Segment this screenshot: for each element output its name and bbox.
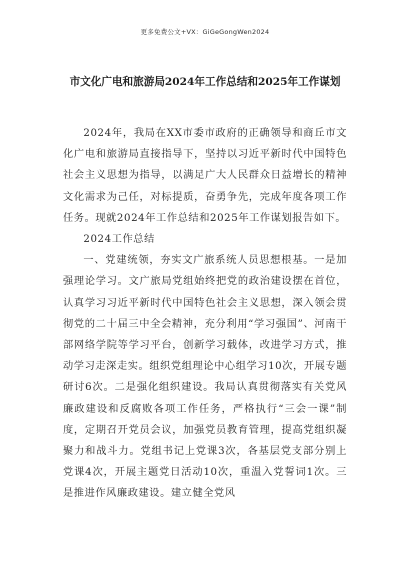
document-body	[63, 123, 347, 505]
document-title: 市文化广电和旅游局2024年工作总结和2025年工作谋划	[69, 76, 341, 88]
section-heading: 2024工作总结	[83, 234, 155, 246]
intro-paragraph: 2024年，我局在XX市委市政府的正确领导和商丘市文化广电和旅游局直接指导下，坚持以习近平新时代中国特色社会主义思想为指导，以满足广大人民群众日益增长的精神文化需求为己任，对标提质，奋勇争先，完成年度各项工作任务。现就2024年工作总结和2025年工作谋划报告如下。	[63, 128, 347, 224]
section-paragraph: 一、党建统领，夯实文广旅系统人员思想根基。一是加强理论学习。文广旅局党组始终把党的政治建设摆在首位，认真学习习近平新时代中国特色社会主义思想，深入领会贯彻党的二十届三中全会精神，充分利用“学习强国”、河南干部网络学院等学习平台，创新学习载体，改进学习方式，推动学习走深走实。组织党组理论中心组学习10次，开展专题研讨6次。二是强化组织建设。我局认真贯彻落实有关党风廉政建设和反腐败各项工作任务，严格执行“三会一课”制度，定期召开党员会议，加强党员教育管理，提高党组织凝聚力和战斗力。党组书记上党课3次，各基层党支部分别上党课4次，开展主题党日活动10次，重温入党誓词1次。三是推进作风廉政建设。建立健全党风	[63, 255, 347, 500]
header-note: 更多免费公文+VX：GiGeGongWen2024	[140, 28, 270, 36]
